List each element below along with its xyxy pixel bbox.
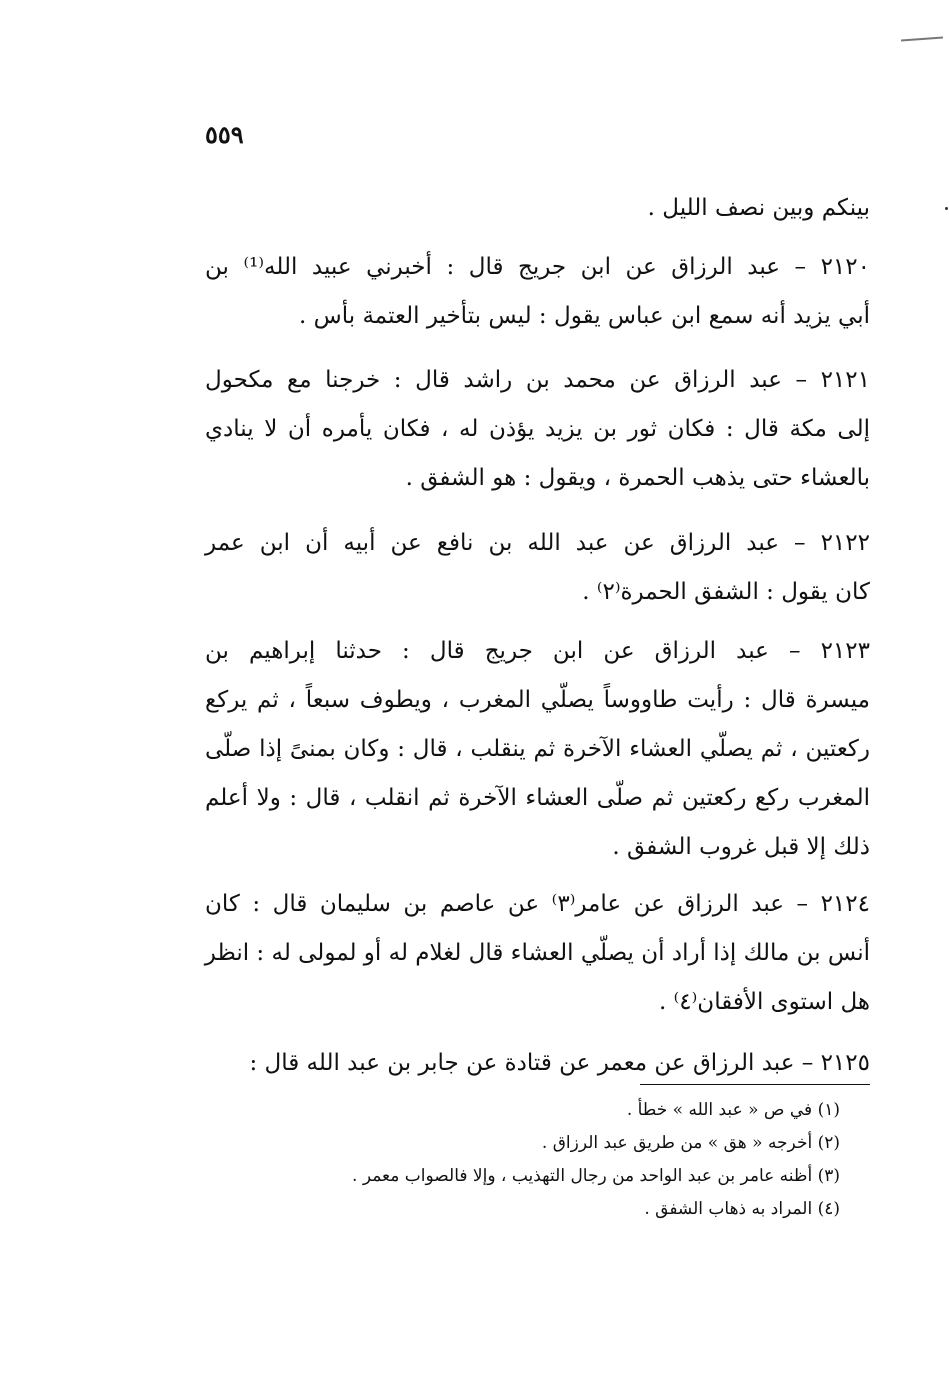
text-line: ركعتين ، ثم يصلّي العشاء الآخرة ثم ينقلب ، قال : وكان بمنىً إذا صلّى [205, 736, 870, 762]
text-line: ميسرة قال : رأيت طاووساً يصلّي المغرب ، ويطوف سبعاً ، ثم يركع [205, 687, 870, 713]
text-line: هل استوى الأفقان⁽٤⁾ . [659, 989, 870, 1015]
text-line: ٢١٢٣ – عبد الرزاق عن ابن جريج قال : حدثنا إبراهيم بن [205, 638, 870, 664]
scan-artifact-dot [945, 207, 948, 210]
text-line: أبي يزيد أنه سمع ابن عباس يقول : ليس بتأخير العتمة بأس . [299, 303, 870, 329]
footnote-1: (١) في ص « عبد الله » خطأ . [626, 1100, 840, 1120]
text-line: ٢١٢٠ – عبد الرزاق عن ابن جريج قال : أخبرني عبيد الله⁽¹⁾ بن [205, 254, 870, 280]
paragraph-2122 [205, 519, 870, 617]
text-line: بينكم وبين نصف الليل . [647, 195, 870, 221]
text-line: ٢١٢٢ – عبد الرزاق عن عبد الله بن نافع عن أبيه أن ابن عمر [205, 530, 870, 556]
text-line: المغرب ركع ركعتين ثم صلّى العشاء الآخرة ثم انقلب ، قال : ولا أعلم [205, 785, 870, 811]
page-number: ٥٥٩ [205, 120, 244, 149]
text-line: ٢١٢١ – عبد الرزاق عن محمد بن راشد قال : خرجنا مع مكحول [205, 367, 870, 393]
text-line: بالعشاء حتى يذهب الحمرة ، ويقول : هو الشفق . [405, 465, 870, 491]
paragraph-2125 [205, 1039, 870, 1088]
footnote-3: (٣) أظنه عامر بن عبد الواحد من رجال التهذيب ، وإلا فالصواب معمر . [352, 1166, 840, 1186]
text-line: ٢١٢٥ – عبد الرزاق عن معمر عن قتادة عن جابر بن عبد الله قال : [249, 1050, 870, 1076]
footnote-separator [640, 1084, 870, 1085]
footnote-4: (٤) المراد به ذهاب الشفق . [644, 1199, 840, 1219]
text-line: كان يقول : الشفق الحمرة⁽٢⁾ . [582, 579, 870, 605]
paragraph-2121 [205, 356, 870, 503]
footnotes [240, 1094, 840, 1226]
text-line: أنس بن مالك إذا أراد أن يصلّي العشاء قال لغلام له أو لمولى له : انظر [204, 940, 870, 966]
paragraph-2120 [205, 243, 870, 341]
text-line: ٢١٢٤ – عبد الرزاق عن عامر⁽٣⁾ عن عاصم بن سليمان قال : كان [205, 891, 870, 917]
footnote-2: (٢) أخرجه « هق » من طريق عبد الرزاق . [541, 1133, 840, 1153]
paragraph-continuation [205, 184, 870, 233]
text-line: ذلك إلا قبل غروب الشفق . [612, 834, 870, 860]
scan-artifact-mark [901, 37, 943, 42]
paragraph-2124 [205, 880, 870, 1027]
text-line: إلى مكة قال : فكان ثور بن يزيد يؤذن له ، فكان يأمره أن لا ينادي [205, 416, 870, 442]
paragraph-2123 [205, 627, 870, 872]
